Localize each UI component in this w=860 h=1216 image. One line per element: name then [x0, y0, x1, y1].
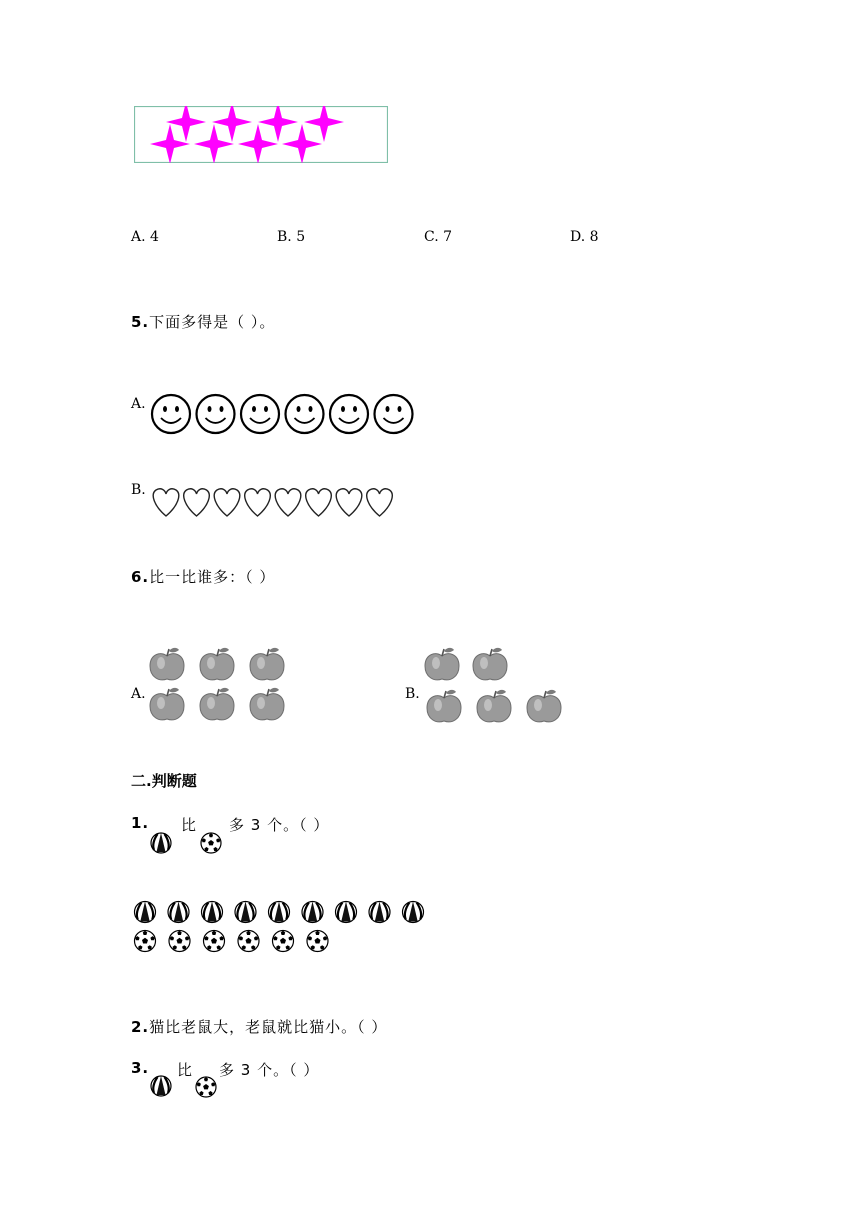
beachball-icon	[150, 832, 172, 854]
star-icon	[282, 124, 322, 163]
smiley-icon	[197, 395, 235, 433]
beachball-icon	[269, 902, 290, 923]
soccer-ball-icon	[201, 833, 221, 853]
soccer-ball-icon	[135, 931, 156, 952]
heart-icon	[275, 489, 301, 516]
apple-icon	[250, 688, 284, 720]
question-number: 6.	[131, 568, 150, 586]
soccer-ball-icon	[196, 1077, 216, 1097]
soccer-ball-icon	[200, 832, 222, 854]
apple-icon	[150, 648, 184, 680]
option-a[interactable]: A. 4	[131, 229, 159, 245]
apple-icon	[425, 648, 459, 680]
apple-icon	[150, 688, 184, 720]
judgement-3	[131, 1059, 149, 1077]
heart-icon	[153, 489, 179, 516]
option-c[interactable]: C. 7	[424, 229, 453, 245]
apple-group-a	[148, 646, 288, 726]
heart-icon	[306, 489, 332, 516]
beachball-icon	[202, 902, 223, 923]
heart-icon	[214, 489, 240, 516]
section-title: 二.判断题	[131, 772, 197, 790]
question-6	[131, 566, 275, 587]
question-number: 3.	[131, 1059, 150, 1077]
question-text: 比一比谁多：（ ）	[149, 568, 276, 586]
smiley-icon	[375, 395, 413, 433]
heart-row	[150, 486, 402, 520]
apple-icon	[200, 648, 234, 680]
judgement-1	[131, 814, 149, 832]
soccer-ball-icon	[204, 931, 225, 952]
star-icon	[212, 106, 252, 142]
apple-icon	[527, 690, 561, 722]
option-b[interactable]: B. 5	[277, 229, 306, 245]
smiley-icon	[330, 395, 368, 433]
beachball-icon	[168, 902, 189, 923]
beachball-icon	[135, 902, 156, 923]
beachball-icon	[151, 1076, 171, 1096]
question-number: 2.	[131, 1018, 150, 1036]
soccer-ball-icon	[307, 931, 328, 952]
soccer-ball-icon	[238, 931, 259, 952]
smiley-icon	[241, 395, 279, 433]
question-number: 5.	[131, 313, 150, 331]
question-text: 下面多得是（ ）。	[149, 313, 276, 331]
question-5	[131, 311, 275, 332]
smiley-icon	[286, 395, 324, 433]
question-text: 猫比老鼠大，老鼠就比猫小。（ ）	[149, 1018, 388, 1036]
question-number: 1.	[131, 814, 150, 832]
heart-icon	[367, 489, 393, 516]
apple-icon	[477, 690, 511, 722]
beachball-icon	[302, 902, 323, 923]
apple-icon	[250, 648, 284, 680]
bi-text: 比	[181, 816, 198, 834]
soccer-ball-icon	[169, 931, 190, 952]
beachball-icon	[150, 1075, 172, 1097]
star-icon	[238, 124, 278, 163]
apple-group-b	[423, 646, 563, 726]
beachball-icon	[336, 902, 357, 923]
soccer-ball-icon	[195, 1076, 217, 1098]
smiley-icon	[152, 395, 190, 433]
apple-icon	[200, 688, 234, 720]
option-b-label[interactable]: B.	[131, 482, 146, 498]
star-figure	[134, 106, 388, 163]
beachball-icon	[235, 902, 256, 923]
apple-icon	[427, 690, 461, 722]
smiley-row	[150, 390, 420, 440]
soccer-ball-icon	[273, 931, 294, 952]
star-icon	[194, 124, 234, 163]
option-a-label[interactable]: A.	[131, 686, 146, 702]
heart-icon	[336, 489, 362, 516]
beachball-icon	[403, 902, 424, 923]
heart-icon	[184, 489, 210, 516]
star-icon	[304, 106, 344, 142]
apple-icon	[473, 648, 507, 680]
beachball-icon	[369, 902, 390, 923]
question-text: 多 3 个。（ ）	[229, 816, 330, 834]
heart-icon	[245, 489, 271, 516]
star-icon	[258, 106, 298, 142]
judgement-2	[131, 1016, 387, 1037]
option-b-label[interactable]: B.	[405, 686, 420, 702]
question-text: 多 3 个。（ ）	[219, 1061, 320, 1079]
beachball-icon	[151, 833, 171, 853]
bi-text: 比	[177, 1061, 194, 1079]
option-d[interactable]: D. 8	[570, 229, 599, 245]
option-a-label[interactable]: A.	[131, 396, 146, 412]
soccer-ball-row	[133, 929, 333, 953]
beachball-row	[133, 900, 433, 924]
